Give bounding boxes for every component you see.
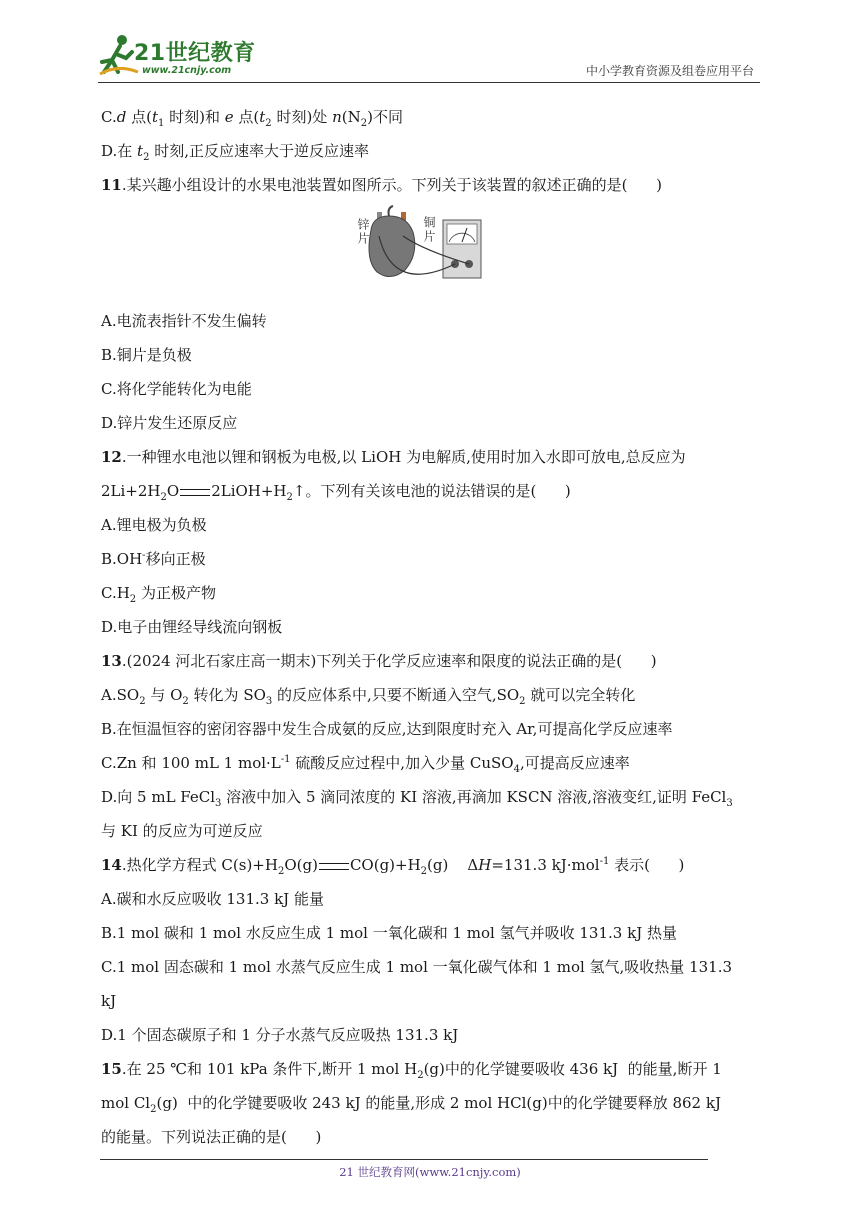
option-10d: D.在 $t_2$ 时刻,正反应速率大于逆反应速率 <box>101 142 369 163</box>
option-11b: B.铜片是负极 <box>101 346 192 364</box>
option-12c: $C.H_2$ 为正极产物 <box>101 584 216 605</box>
option-14b: B.1 mol 碳和 1 mol 水反应生成 1 mol 一氧化碳和 1 mol 氢气并吸收 131.3 kJ 热量 <box>101 924 677 942</box>
option-14c: C.1 mol 固态碳和 1 mol 水蒸气反应生成 1 mol 一氧化碳气体和 1 mol 氢气,吸收热量 131.3 <box>101 958 733 976</box>
site-logo[interactable] <box>98 32 268 78</box>
option-13c: C.Zn 和 100 mL 1 $mol\cdot L^{-1}$ 硫酸反应过程中,加入少量 CuSO$_4$,可提高反应速率 <box>101 754 630 775</box>
option-11d: D.锌片发生还原反应 <box>101 414 238 432</box>
option-14d: D.1 个固态碳原子和 1 分子水蒸气反应吸热 131.3 kJ <box>101 1026 459 1044</box>
option-13a: $A.SO_2$ 与 $O_2$ 转化为 $SO_3$ 的反应体系中,只要不断通入空气$,SO_2$ 就可以完全转化 <box>101 686 636 707</box>
copper-label: 铜片 <box>422 216 436 244</box>
question-13: 13.(2024 河北石家庄高一期末)下列关于化学反应速率和限度的说法正确的是( ) <box>101 652 657 670</box>
fruit-battery-figure <box>101 204 765 302</box>
question-15-cont: mol $Cl_2(g)$ 中的化学键要吸收 243 kJ 的能量,形成 2 mol HCl(g)中的化学键要释放 862 kJ <box>101 1094 721 1115</box>
header-tagline: 中小学教育资源及组卷应用平台 <box>585 64 754 78</box>
option-14a: A.碳和水反应吸收 131.3 kJ 能量 <box>101 890 324 908</box>
question-11: 11.某兴趣小组设计的水果电池装置如图所示。下列关于该装置的叙述正确的是( ) <box>101 176 662 194</box>
option-12b: B.OH-移向正极 <box>101 550 206 568</box>
question-15-cont2: 的能量。下列说法正确的是( ) <box>101 1128 322 1146</box>
page-header <box>98 30 760 83</box>
option-12a: A.锂电极为负极 <box>101 516 207 534</box>
runner-icon <box>98 32 138 78</box>
zinc-label: 锌片 <box>356 218 370 246</box>
option-12d: D.电子由锂经导线流向钢板 <box>101 618 283 636</box>
question-14: 14.热化学方程式 $C(s)+H_2O(g)$ $CO(g)+H_2(g)$ ΔH=131.3 kJ·mol$^{-1}$ 表示( ) <box>101 856 685 877</box>
logo-url: www.21cnjy.com <box>142 65 232 76</box>
option-13d: D.向 5 mL FeCl$_3$ 溶液中加入 5 滴同浓度的 KI 溶液,再滴加 KSCN 溶液,溶液变红,证明 FeCl$_3$ <box>101 788 733 809</box>
footer-rule <box>100 1159 708 1160</box>
option-11c: C.将化学能转化为电能 <box>101 380 252 398</box>
option-10c: C.d 点($t_1$ 时刻)和 e 点($t_2$ 时刻)处 $n(N_2)$不同 <box>101 108 403 129</box>
question-content <box>101 100 765 1154</box>
option-14c-cont: kJ <box>101 992 117 1010</box>
question-15: 15.在 25 ℃和 101 kPa 条件下,断开 1 mol $H_2(g)$中的化学键要吸收 436 kJ 的能量,断开 1 <box>101 1060 722 1081</box>
option-11a: A.电流表指针不发生偏转 <box>101 312 267 330</box>
page-footer[interactable]: 21 世纪教育网(www.21cnjy.com) <box>339 1165 521 1179</box>
question-12-cont: $2Li+2H_2O$ $2LiOH+H_2↑$。下列有关该电池的说法错误的是( ) <box>101 482 571 503</box>
logo-text: 21世纪教育 <box>134 41 256 66</box>
question-12: 12.一种锂水电池以锂和钢板为电极,以 LiOH 为电解质,使用时加入水即可放电,总反应为 <box>101 448 686 466</box>
option-13d-cont: 与 KI 的反应为可逆反应 <box>101 822 263 840</box>
option-13b: B.在恒温恒容的密闭容器中发生合成氨的反应,达到限度时充入 Ar,可提高化学反应速率 <box>101 720 673 738</box>
